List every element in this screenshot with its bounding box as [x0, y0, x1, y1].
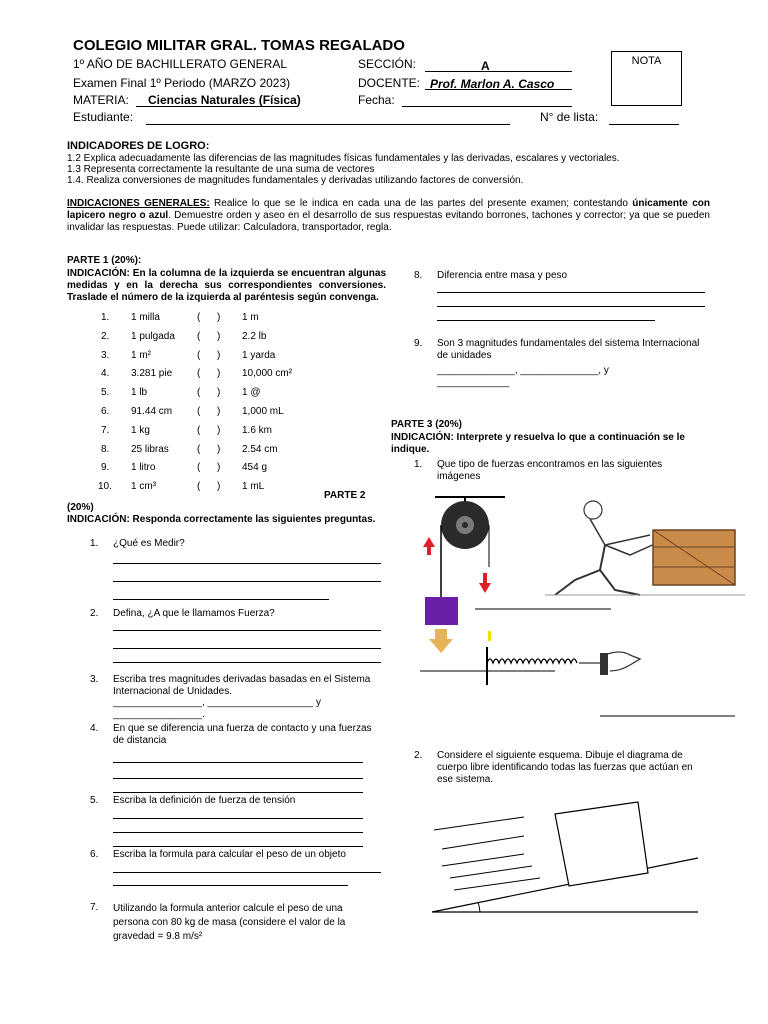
- conversion-row-number: 4.: [101, 368, 110, 379]
- conversion-row-number: 8.: [101, 444, 110, 455]
- conversion-row-number: 2.: [101, 331, 110, 342]
- conversion-left-value: 1 m²: [131, 350, 151, 361]
- answer-line[interactable]: [113, 832, 363, 833]
- answer-paren-open[interactable]: (: [197, 406, 201, 417]
- q5-text: Escriba la definición de fuerza de tensión: [113, 795, 296, 806]
- answer-paren-close[interactable]: ): [217, 425, 221, 436]
- answer-line[interactable]: [113, 762, 363, 763]
- arrow-up-icon: [423, 537, 435, 555]
- answer-line[interactable]: [113, 662, 381, 663]
- q9-blanks[interactable]: ______________, ______________, y: [437, 365, 609, 376]
- conversion-left-value: 1 lb: [131, 387, 148, 398]
- answer-line[interactable]: [113, 599, 329, 600]
- estudiante-label: Estudiante:: [73, 110, 134, 124]
- answer-line[interactable]: [437, 292, 705, 293]
- answer-paren-open[interactable]: (: [197, 425, 201, 436]
- answer-line[interactable]: [113, 792, 363, 793]
- fecha-field[interactable]: [402, 106, 572, 107]
- answer-paren-close[interactable]: ): [217, 312, 221, 323]
- answer-line[interactable]: [113, 885, 348, 886]
- answer-paren-open[interactable]: (: [197, 350, 201, 361]
- hanging-mass: [425, 597, 458, 625]
- spring-diagram: [420, 647, 735, 716]
- q5-num: 5.: [90, 795, 99, 806]
- conversion-left-value: 1 litro: [131, 462, 156, 473]
- answer-paren-open[interactable]: (: [197, 312, 201, 323]
- q8-text: Diferencia entre masa y peso: [437, 270, 568, 281]
- conversion-right-value: 1 @: [242, 387, 261, 398]
- parte1-title: PARTE 1 (20%):: [67, 255, 142, 266]
- answer-paren-close[interactable]: ): [217, 406, 221, 417]
- conversion-right-value: 2.54 cm: [242, 444, 278, 455]
- materia-label: MATERIA:: [73, 93, 129, 107]
- p3q2-text: Considere el siguiente esquema. Dibuje el diagrama de cuerpo libre identificando todas las fuerzas que actúan en ese sistema.: [437, 750, 693, 785]
- answer-line[interactable]: [113, 648, 381, 649]
- conversion-left-value: 25 libras: [131, 444, 169, 455]
- q3-blank2[interactable]: ________________.: [113, 709, 205, 720]
- parte2-title: PARTE 2: [324, 490, 366, 501]
- lista-field[interactable]: [609, 124, 679, 125]
- answer-paren-close[interactable]: ): [217, 350, 221, 361]
- generales-text2: . Demuestre orden y aseo en el desarrollo de sus respuestas evitando borrones, tachones y corrector; ya que se pueden invalidar las respuestas. Puede utilizar: Calculadora, transportador, regla.: [67, 210, 710, 233]
- conversion-right-value: 1 mL: [242, 481, 265, 492]
- pulley-diagram: [423, 497, 505, 653]
- seccion-label: SECCIÓN:: [358, 57, 417, 71]
- parte3-title: PARTE 3 (20%): [391, 419, 462, 430]
- parte1-indicacion: INDICACIÓN: En la columna de la izquierda se encuentran algunas medidas y en la derecha sus correspondientes conversiones. Traslade el número de la izquierda al paréntesis según convenga.: [67, 268, 386, 303]
- answer-paren-open[interactable]: (: [197, 368, 201, 379]
- nota-box[interactable]: [611, 51, 682, 106]
- conversion-row-number: 6.: [101, 406, 110, 417]
- q1-num: 1.: [90, 538, 99, 549]
- answer-paren-close[interactable]: ): [217, 444, 221, 455]
- hand-icon: [605, 652, 640, 671]
- p3q1-text: Que tipo de fuerzas encontramos en las siguientes imágenes: [437, 459, 663, 482]
- answer-paren-open[interactable]: (: [197, 462, 201, 473]
- conversion-left-value: 91.44 cm: [131, 406, 173, 417]
- seccion-value: A: [481, 59, 490, 73]
- q3-blanks[interactable]: ________________, ___________________ y: [113, 697, 321, 708]
- q2-num: 2.: [90, 608, 99, 619]
- person-pushing-crate: [475, 501, 745, 609]
- answer-paren-close[interactable]: ): [217, 387, 221, 398]
- generales-title: INDICACIONES GENERALES:: [67, 198, 210, 209]
- answer-paren-close[interactable]: ): [217, 368, 221, 379]
- answer-paren-close[interactable]: ): [217, 462, 221, 473]
- p3q1-num: 1.: [414, 459, 423, 470]
- q3-num: 3.: [90, 674, 99, 685]
- answer-paren-open[interactable]: (: [197, 387, 201, 398]
- nota-label: NOTA: [631, 55, 662, 67]
- spring-icon: [487, 659, 577, 663]
- q4-text: En que se diferencia una fuerza de contacto y una fuerzas de distancia: [113, 723, 372, 746]
- q7-num: 7.: [90, 902, 99, 913]
- conversion-row-number: 7.: [101, 425, 110, 436]
- grade: 1º AÑO DE BACHILLERATO GENERAL: [73, 57, 288, 71]
- school-name: COLEGIO MILITAR GRAL. TOMAS REGALADO: [73, 37, 405, 54]
- q3-text: Escriba tres magnitudes derivadas basadas en el Sistema Internacional de Unidades.: [113, 674, 371, 697]
- conversion-row-number: 10.: [98, 481, 112, 492]
- q9-text: Son 3 magnitudes fundamentales del sistema Internacional de unidades: [437, 338, 700, 361]
- conversion-right-value: 1 yarda: [242, 350, 276, 361]
- answer-line[interactable]: [113, 872, 381, 873]
- arrow-down-icon: [479, 573, 491, 593]
- parte2-ind-label: INDICACIÓN:: [67, 514, 130, 525]
- parte2-indicacion: [67, 514, 375, 526]
- conversion-row-number: 5.: [101, 387, 110, 398]
- p3q2-num: 2.: [414, 750, 423, 761]
- answer-line[interactable]: [437, 306, 705, 307]
- exam-title: Examen Final 1º Periodo (MARZO 2023): [73, 76, 291, 90]
- indicador-1: 1.2 Explica adecuadamente las diferencias de las magnitudes físicas fundamentales y las derivadas, escalares y vectoriales.: [67, 153, 620, 164]
- answer-paren-open[interactable]: (: [197, 331, 201, 342]
- conversion-right-value: 1.6 km: [242, 425, 273, 436]
- lista-label: N° de lista:: [540, 110, 599, 124]
- fecha-label: Fecha:: [358, 93, 395, 107]
- indicador-2: 1.3 Representa correctamente la resultante de una suma de vectores: [67, 164, 375, 175]
- q8-num: 8.: [414, 270, 423, 281]
- q6-num: 6.: [90, 849, 99, 860]
- q4-num: 4.: [90, 723, 99, 734]
- conversion-right-value: 2.2 lb: [242, 331, 267, 342]
- q1-text: ¿Qué es Medir?: [113, 538, 185, 549]
- answer-line[interactable]: [113, 818, 363, 819]
- conversion-row-number: 3.: [101, 350, 110, 361]
- indicaciones-generales: [67, 198, 710, 234]
- conversion-right-value: 454 g: [242, 462, 268, 473]
- answer-line[interactable]: [437, 320, 655, 321]
- generales-text1: Realice lo que se le indica en cada una de las partes del presente examen; contestando: [209, 198, 633, 209]
- answer-paren-open[interactable]: (: [197, 444, 201, 455]
- conversion-right-value: 1 m: [242, 312, 259, 323]
- generales-bold: únicamente con lapicero negro o azul: [67, 198, 710, 221]
- answer-paren-close[interactable]: ): [217, 481, 221, 492]
- parte2-pct: (20%): [67, 502, 94, 513]
- conversion-row-number: 1.: [101, 312, 110, 323]
- docente-label: DOCENTE:: [358, 76, 421, 90]
- q2-text: Defina, ¿A que le llamamos Fuerza?: [113, 608, 275, 619]
- block-on-incline: [555, 802, 648, 886]
- forces-illustrations: [415, 495, 765, 725]
- q7-text: Utilizando la formula anterior calcule el peso de una persona con 80 kg de masa (considere el valor de la gravedad = 9.8 m/s²: [113, 903, 346, 942]
- answer-paren-open[interactable]: (: [197, 481, 201, 492]
- answer-line[interactable]: [113, 581, 381, 582]
- answer-line[interactable]: [113, 778, 363, 779]
- materia-value: Ciencias Naturales (Física): [148, 93, 301, 107]
- conversion-left-value: 3.281 pie: [131, 368, 173, 379]
- estudiante-field[interactable]: [146, 124, 510, 125]
- parte3-indicacion: INDICACIÓN: Interprete y resuelva lo que a continuación se le indique.: [391, 432, 685, 455]
- q9-blank2[interactable]: _____________: [437, 377, 510, 388]
- conversion-right-value: 1,000 mL: [242, 406, 284, 417]
- docente-value: Prof. Marlon A. Casco: [430, 77, 555, 91]
- indicadores-title: INDICADORES DE LOGRO:: [67, 140, 210, 152]
- arrow-down-tan-icon: [429, 629, 453, 653]
- conversion-left-value: 1 milla: [131, 312, 160, 323]
- q9-num: 9.: [414, 338, 423, 349]
- conversion-right-value: 10,000 cm²: [242, 368, 293, 379]
- conversion-left-value: 1 pulgada: [131, 331, 175, 342]
- inclined-plane-diagram: [420, 800, 710, 920]
- conversion-row-number: 9.: [101, 462, 110, 473]
- answer-line[interactable]: [113, 846, 363, 847]
- conversion-left-value: 1 kg: [131, 425, 150, 436]
- q6-text: Escriba la formula para calcular el peso de un objeto: [113, 849, 346, 860]
- parte2-ind-text: Responda correctamente las siguientes preguntas.: [129, 514, 376, 525]
- indicador-3: 1.4. Realiza conversiones de magnitudes fundamentales y derivadas utilizando factores de conversión.: [67, 175, 524, 186]
- answer-line[interactable]: [113, 630, 381, 631]
- conversion-left-value: 1 cm³: [131, 481, 156, 492]
- answer-line[interactable]: [113, 563, 381, 564]
- answer-paren-close[interactable]: ): [217, 331, 221, 342]
